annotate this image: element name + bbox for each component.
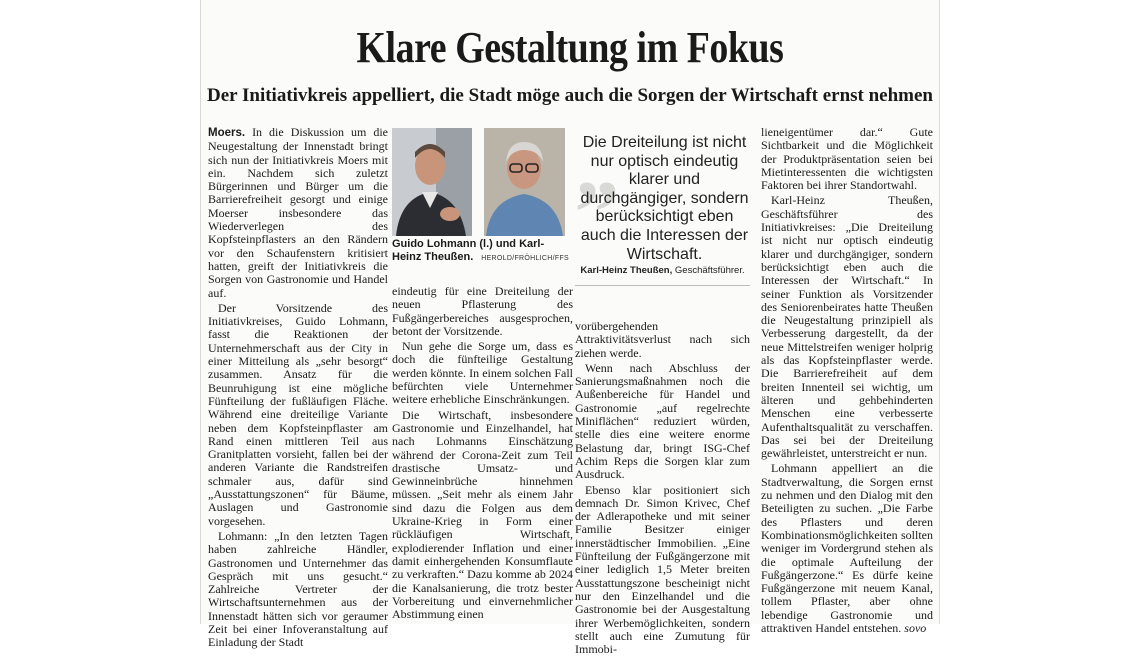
paragraph: Wenn nach Abschluss der Sanierungsmaßnahmen noch die Außenbereiche für Handel und Gastronomie „auf regelrechte Miniflächen“ reduziert würden, stelle dies eine weitere enorme Belastung dar, bringt ISG-Chef Achim Reps die Sorgen klar zum Ausdruck. xyxy=(575,360,750,482)
pull-quote-name: Karl-Heinz Theußen, xyxy=(580,265,673,276)
paragraph-text: Lohmann appelliert an die Stadtverwaltung, die Sorgen ernst zu nehmen und den Dialog mit den Beteiligten zu suchen. „Die Farbe des Pflasters und deren Kombinationsmöglichkeiten sollten weniger im Vordergrund stehen als die optimale Aufteilung der Fußgängerzone.“ Es dürfe keine Fußgängerzone mit neuem Kanal, tollem Pflaster, aber ohne lebendige Gastronomie und attraktiven Handel entstehen. xyxy=(761,461,933,635)
newspaper-page xyxy=(200,0,940,657)
portrait-photos xyxy=(392,128,573,268)
portrait-photo-lohmann xyxy=(392,128,472,236)
paragraph xyxy=(761,462,933,635)
paragraph: Karl-Heinz Theußen, Geschäftsführer des Initiativkreises: „Die Dreiteilung ist nicht nur optisch eindeutig klarer und durchgängiger, sondern berücksichtigt eben auch die Interessen der Wirtschaft.“ In seiner Funktion als Vorsitzender des Seniorenbeirates hatte Theußen die Neugestaltung prinzipiell als Verbesserung dargestellt, da der neue Mittelstreifen weniger holprig als das Kopfsteinpflaster werde. Die Barrierefreiheit auf dem breiten Innenteil sei wichtig, um älteren und gehbehinderten Menschen eine verbesserte Aufenthaltsqualität zu verschaffen. Das sei bei der Dreiteilung gewährleistet, unterstreicht er nun. xyxy=(761,193,933,461)
paragraph xyxy=(208,126,388,300)
text-column-1 xyxy=(208,126,388,652)
photo-credit: HEROLD/FRÖHLICH/FFS xyxy=(481,255,569,262)
paragraph: Der Vorsitzende des Initiativkreises, Guido Lohmann, fasst die Reaktionen der Unternehmerschaft aus der City in einer Mitteilung als „sehr besorgt“ zusammen. Ansatz für die Beunruhigung ist eine mögliche Fünfteilung der fußläufigen Fläche. Während eine dreiteilige Variante neben dem Kopfsteinpflaster am Rand einen mittleren Teil aus Granitplatten vorsieht, fallen bei der anderen Variante die Randstreifen schmaler aus, dafür sind „Ausstattungszonen“ für Bäume, Auslagen und Gastronomie vorgesehen. xyxy=(208,300,388,528)
paragraph: eindeutig für eine Dreiteilung der neuen Pflasterung des Fußgängerbereiches ausgesprochen, betont der Vorsitzende. xyxy=(392,284,573,338)
paragraph: Ebenso klar positioniert sich demnach Dr. Simon Krivec, Chef der Adlerapotheke und mit seiner Familie Besitzer einiger innerstädtischer Immobilien. „Eine Fünfteilung der Fußgängerzone mit einer lediglich 1,5 Meter breiten Ausstattungszone bescheinigt nicht nur den Einzelhandel und die Gastronomie bei der Ausgestaltung ihrer Werbemöglichkeiten, sondern stellt auch eine Zumutung für Immobi- xyxy=(575,482,750,657)
pull-quote-attribution xyxy=(575,265,750,276)
portrait-image xyxy=(484,128,565,236)
paragraph: vorübergehenden Attraktivitätsverlust nach sich ziehen werde. xyxy=(575,319,750,360)
pull-quote xyxy=(575,117,750,278)
paragraph: lieneigentümer dar.“ Gute Sichtbarkeit und die Möglichkeit der Produktpräsentation seien bei Mietinteressenten die wichtigsten Faktoren bei ihrer Standortwahl. xyxy=(761,125,933,193)
dateline: Moers. xyxy=(208,127,246,139)
quote-mark-icon: „ xyxy=(575,117,620,216)
subheadline: Der Initiativkreis appelliert, die Stadt möge auch die Sorgen der Wirtschaft ernst nehmen xyxy=(206,85,934,106)
pull-quote-text: Die Dreiteilung ist nicht nur optisch eindeutig klarer und durchgängiger, sondern berücksichtigt eben auch die Interessen der Wirtschaft. xyxy=(580,134,749,263)
paragraph-text: In die Diskussion um die Neugestaltung der Innenstadt bringt sich nun der Initiativkreis Moers mit ein. Nachdem sich zuletzt Bürgerinnen und Bürger um die Barrierefreiheit gesorgt und einige Moerser insbesondere das Wiederverlegen des Kopfsteinpflasters an den Rändern vor den Schaufenstern kritisiert hatten, greift der Initiativkreis die Sorgen von Gastronomie und Handel auf. xyxy=(208,125,388,300)
portrait-image xyxy=(392,128,472,236)
paragraph: Lohmann: „In den letzten Tagen haben zahlreiche Händler, Gastronomen und Unternehmer das Gespräch mit uns gesucht.“ Zahlreiche Vertreter der Wirtschaftsunternehmen aus der Innenstadt hätten sich vor geraumer Zeit bei einer Infoveranstaltung auf Einladung der Stadt xyxy=(208,528,388,650)
headline: Klare Gestaltung im Fokus xyxy=(356,23,784,72)
text-column-4 xyxy=(761,126,933,637)
paragraph: Die Wirtschaft, insbesondere Gastronomie und Einzelhandel, hat nach Lohmanns Einschätzung während der Corona-Zeit zum Teil drastische Umsatz- und Gewinneinbrüche hinnehmen müssen. „Seit mehr als einem Jahr sind dazu die Folgen aus dem Ukraine-Krieg in Form einer rückläufigen Wirtschaft, explodierender Inflation und einer damit einhergehenden Konsumflaute zu verkraften.“ Dazu komme ab 2024 die Kanalsanierung, die trotz bester Vorbereitung und einvernehmlicher Abstimmung einen xyxy=(392,407,573,622)
photo-caption: Guido Lohmann (l.) und Karl-Heinz Theußen. xyxy=(392,238,545,263)
portrait-photo-theussen xyxy=(484,128,565,236)
paragraph: Nun gehe die Sorge um, dass es doch die fünfteilige Gestaltung werden könnte. In einem solchen Fall befürchten viele Unternehmer weitere erhebliche Einschränkungen. xyxy=(392,339,573,407)
pull-quote-role: Geschäftsführer. xyxy=(674,265,745,276)
author-signoff: sovo xyxy=(904,620,927,635)
text-column-2 xyxy=(392,285,573,623)
text-column-3 xyxy=(575,320,750,658)
divider xyxy=(575,285,750,286)
